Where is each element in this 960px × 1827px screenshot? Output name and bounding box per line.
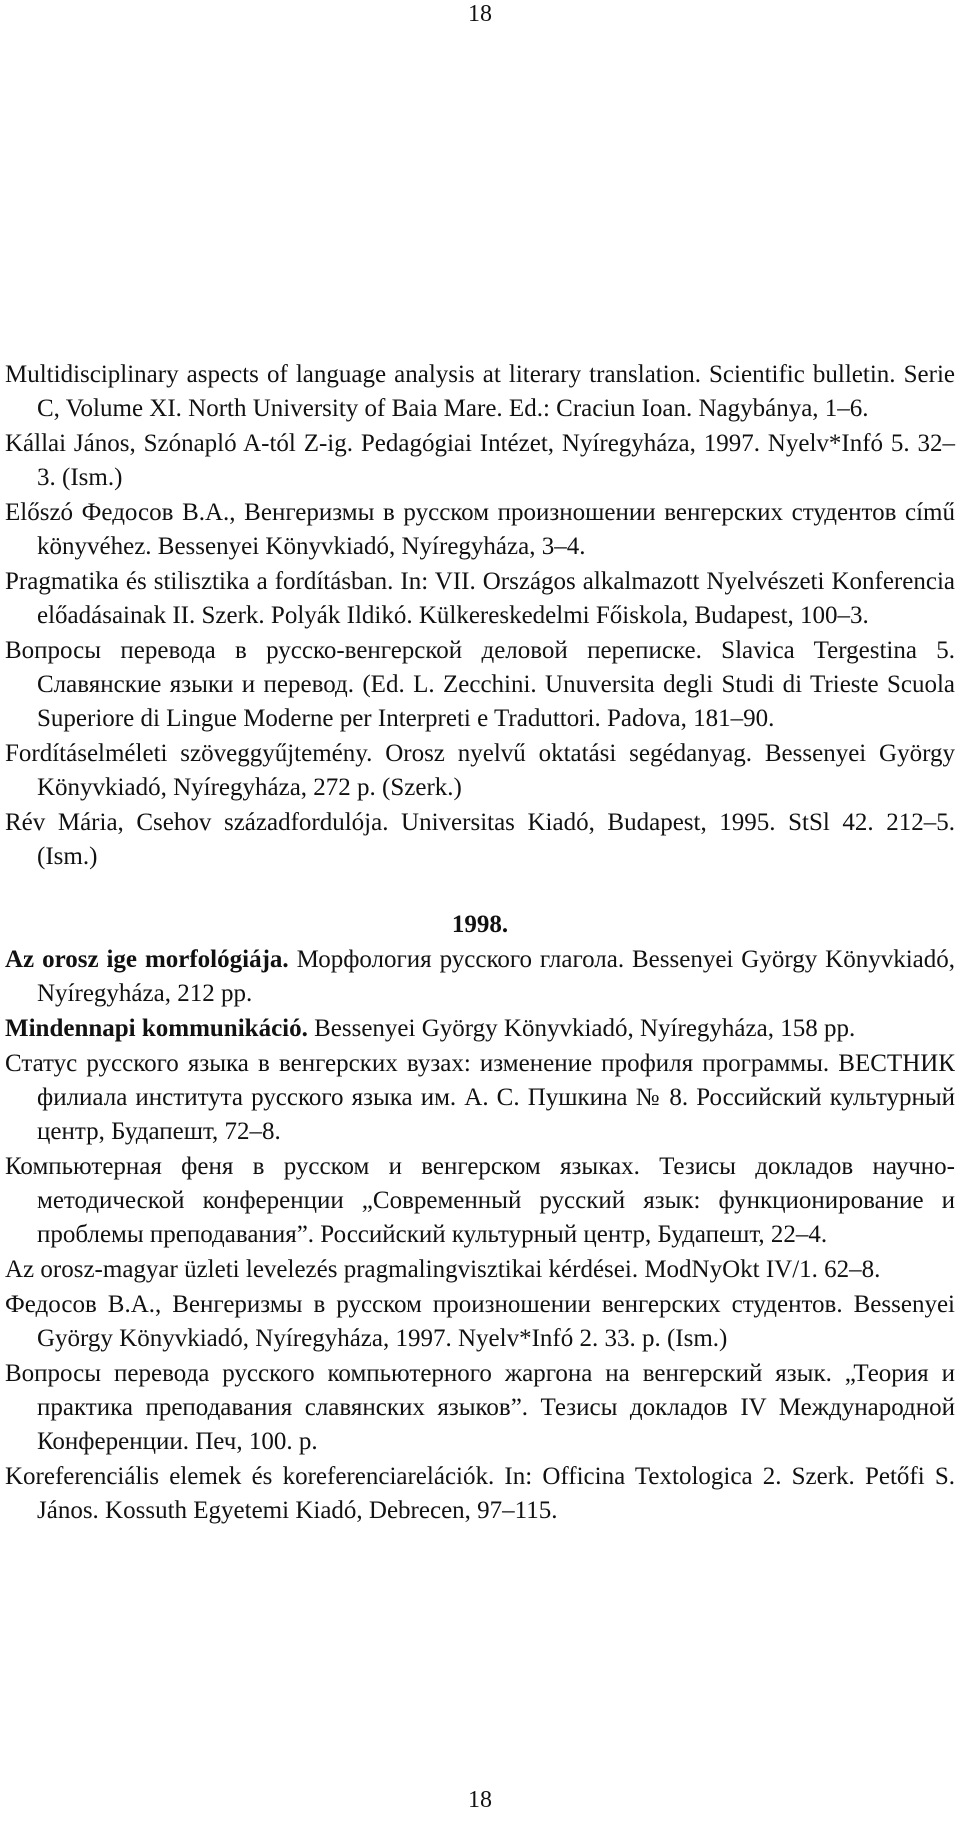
bibliography-entry: Multidisciplinary aspects of language analysis at literary translation. Scientific bulletin. Serie C, Volume XI. North University of Baia Mare. Ed.: Craciun Ioan. Nagybánya, 1–6. bbox=[5, 361, 955, 422]
bibliography-entry: Kállai János, Szónapló A-tól Z-ig. Pedagógiai Intézet, Nyíregyháza, 1997. Nyelv*Infó 5. 32–3. (Ism.) bbox=[5, 430, 955, 491]
bibliography-entry: Rév Mária, Csehov századfordulója. Universitas Kiadó, Budapest, 1995. StSl 42. 212–5. (Ism.) bbox=[5, 809, 955, 870]
bibliography-entry: Fordításelméleti szöveggyűjtemény. Orosz nyelvű oktatási segédanyag. Bessenyei György Könyvkiadó, Nyíregyháza, 272 p. (Szerk.) bbox=[5, 740, 955, 801]
bibliography-entry: Вопросы перевода в русско-венгерской деловой переписке. Slavica Tergestina 5. Славянские языки и перевод. (Ed. L. Zecchini. Unuversita degli Studi di Trieste Scuola Superiore di Lingue Moderne per Interpreti e Traduttori. Padova, 181–90. bbox=[5, 637, 955, 732]
bibliography-entry: Компьютерная феня в русском и венгерском языках. Тезисы докладов научно-методической конференции „Современный русский язык: функционирование и проблемы преподавания”. Российский культурный центр, Будапешт, 22–4. bbox=[5, 1153, 955, 1248]
bibliography-list bbox=[5, 358, 955, 1529]
bibliography-entry: Az orosz-magyar üzleti levelezés pragmalingvisztikai kérdései. ModNyOkt IV/1. 62–8. bbox=[5, 1256, 881, 1283]
bibliography-entry: Вопросы перевода русского компьютерного жаргона на венгерский язык. „Теория и практика преподавания славянских языков”. Тезисы докладов IV Международной Конференции. Печ, 100. p. bbox=[5, 1360, 955, 1455]
page-number-bottom: 18 bbox=[468, 1787, 492, 1813]
entry-title: Az orosz ige morfológiája. bbox=[5, 946, 289, 973]
bibliography-entry: Pragmatika és stilisztika a fordításban. In: VII. Országos alkalmazott Nyelvészeti Konferencia előadásainak II. Szerk. Polyák Ildikó. Külkereskedelmi Főiskola, Budapest, 100–3. bbox=[5, 568, 955, 629]
bibliography-entry bbox=[5, 943, 955, 1011]
bibliography-entry: Előszó Федосов В.А., Венгеризмы в русском произношении венгерских студентов című könyvéhez. Bessenyei Könyvkiadó, Nyíregyháza, 3–4. bbox=[5, 499, 955, 560]
page-number-top: 18 bbox=[468, 1, 492, 27]
year-heading: 1998. bbox=[451, 911, 509, 938]
entry-details: Bessenyei György Könyvkiadó, Nyíregyháza, 158 pp. bbox=[307, 1015, 856, 1042]
bibliography-entry: Статус русского языка в венгерских вузах: изменение профиля программы. ВЕСТНИК филиала института русского языка им. А. С. Пушкина № 8. Российский культурный центр, Будапешт, 72–8. bbox=[5, 1050, 955, 1145]
bibliography-entry: Федосов В.А., Венгеризмы в русском произношении венгерских студентов. Bessenyei György Könyvkiadó, Nyíregyháza, 1997. Nyelv*Infó 2. 33. p. (Ism.) bbox=[5, 1291, 955, 1352]
entry-title: Mindennapi kommunikáció. bbox=[5, 1015, 308, 1042]
bibliography-entry bbox=[5, 1012, 955, 1046]
entry-details: Морфология русского глагола. Bessenyei György Könyvkiadó, Nyíregyháza, 212 pp. bbox=[37, 946, 955, 1007]
bibliography-entry: Koreferenciális elemek és koreferenciarelációk. In: Officina Textologica 2. Szerk. Petőfi S. János. Kossuth Egyetemi Kiadó, Debrecen, 97–115. bbox=[5, 1463, 955, 1524]
